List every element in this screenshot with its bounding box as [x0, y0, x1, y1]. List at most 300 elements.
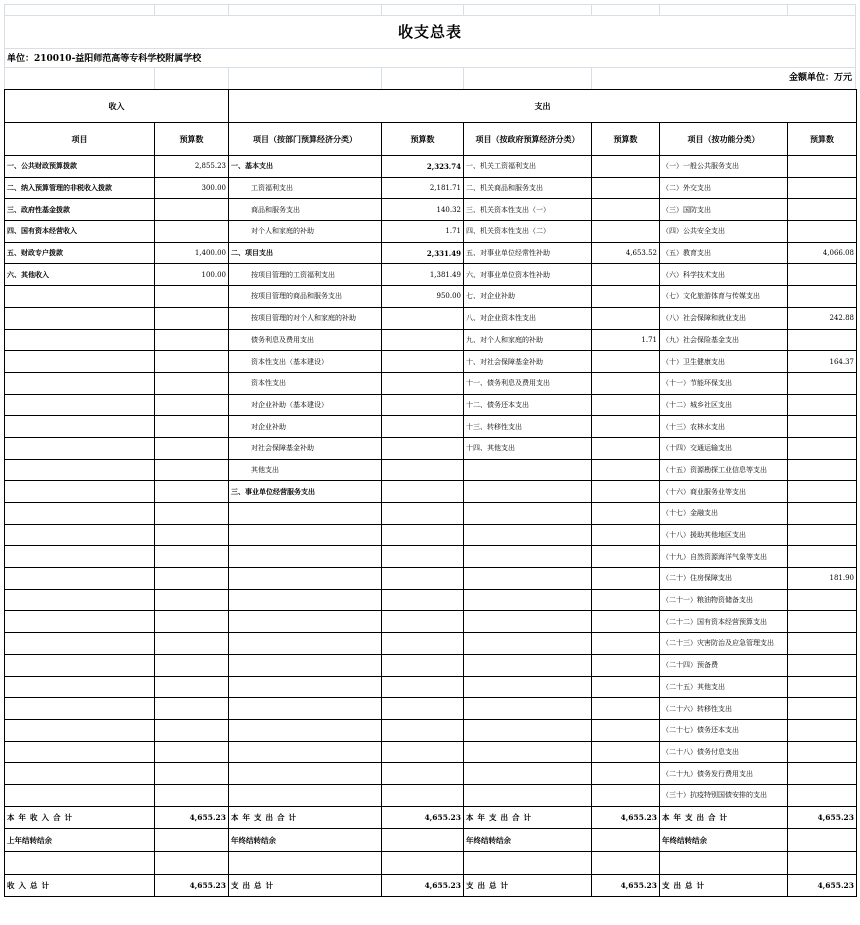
income-value — [155, 524, 229, 546]
func-item: （一）一般公共服务支出 — [660, 156, 788, 178]
func-item: （十六）商业服务业等支出 — [660, 481, 788, 503]
income-item — [5, 654, 155, 676]
end-balance-label: 年终结转结余 — [464, 829, 592, 852]
func-value — [788, 589, 857, 611]
total-row — [5, 874, 857, 897]
gov-item: 八、对企业资本性支出 — [464, 307, 592, 329]
func-value — [788, 611, 857, 633]
func-budget-header: 预算数 — [788, 123, 857, 156]
dept-value — [382, 546, 464, 568]
income-item — [5, 459, 155, 481]
total-row — [5, 806, 857, 829]
func-value — [788, 698, 857, 720]
table-row — [5, 698, 857, 720]
gov-item: 三、机关资本性支出（一） — [464, 199, 592, 221]
table-row — [5, 329, 857, 351]
income-value — [155, 394, 229, 416]
income-item — [5, 698, 155, 720]
gov-value — [592, 568, 660, 590]
income-value — [155, 676, 229, 698]
income-value: 300.00 — [155, 177, 229, 199]
func-item: （八）社会保障和就业支出 — [660, 307, 788, 329]
table-row — [5, 459, 857, 481]
dept-item: 按项目管理的商品和服务支出 — [229, 286, 382, 308]
income-item — [5, 719, 155, 741]
table-row — [5, 719, 857, 741]
blank — [592, 852, 660, 875]
func-value — [788, 763, 857, 785]
dept-value: 2,181.71 — [382, 177, 464, 199]
gov-item: 六、对事业单位资本性补助 — [464, 264, 592, 286]
gov-value — [592, 676, 660, 698]
gov-value — [592, 199, 660, 221]
year-income-label: 本年收入合计 — [5, 806, 155, 829]
income-value — [155, 719, 229, 741]
dept-value — [382, 351, 464, 373]
table-row — [5, 546, 857, 568]
func-item: （四）公共安全支出 — [660, 221, 788, 243]
expense-total-label: 支出总计 — [464, 874, 592, 897]
year-expense-label: 本年支出合计 — [229, 806, 382, 829]
func-value — [788, 286, 857, 308]
func-value — [788, 221, 857, 243]
gov-value — [592, 611, 660, 633]
income-value: 100.00 — [155, 264, 229, 286]
table-row — [5, 611, 857, 633]
dept-item — [229, 503, 382, 525]
end-balance-label: 年终结转结余 — [229, 829, 382, 852]
gov-item — [464, 676, 592, 698]
dept-value — [382, 676, 464, 698]
header-row-2 — [5, 123, 857, 156]
dept-value — [382, 437, 464, 459]
dept-item — [229, 611, 382, 633]
income-budget-header: 预算数 — [155, 123, 229, 156]
dept-item — [229, 568, 382, 590]
func-value — [788, 784, 857, 806]
income-item: 一、公共财政预算拨款 — [5, 156, 155, 178]
income-value — [155, 329, 229, 351]
dept-item: 二、项目支出 — [229, 242, 382, 264]
currency-row — [4, 68, 856, 89]
func-item: （十五）资源勘探工业信息等支出 — [660, 459, 788, 481]
income-value — [155, 503, 229, 525]
blank — [382, 852, 464, 875]
dept-value — [382, 416, 464, 438]
func-value — [788, 546, 857, 568]
table-row — [5, 372, 857, 394]
gov-value — [592, 654, 660, 676]
dept-item — [229, 524, 382, 546]
income-value — [155, 481, 229, 503]
table-row — [5, 437, 857, 459]
dept-value — [382, 481, 464, 503]
gov-value — [592, 286, 660, 308]
table-row — [5, 351, 857, 373]
gov-value — [592, 481, 660, 503]
gov-item — [464, 698, 592, 720]
top-grid-row — [4, 4, 856, 16]
end-balance-value — [788, 829, 857, 852]
gov-value: 4,653.52 — [592, 242, 660, 264]
dept-value — [382, 611, 464, 633]
dept-value — [382, 524, 464, 546]
gov-item: 十、对社会保障基金补助 — [464, 351, 592, 373]
year-expense-value: 4,655.23 — [382, 806, 464, 829]
year-expense-value: 4,655.23 — [788, 806, 857, 829]
unit-label: 单位：210010-益阳师范高等专科学校附属学校 — [4, 48, 856, 68]
gov-value — [592, 351, 660, 373]
func-value — [788, 416, 857, 438]
dept-value — [382, 394, 464, 416]
gov-value — [592, 307, 660, 329]
func-value — [788, 676, 857, 698]
blank — [5, 852, 155, 875]
income-item — [5, 546, 155, 568]
func-item: （二）外交支出 — [660, 177, 788, 199]
table-row — [5, 242, 857, 264]
gov-item: 七、对企业补助 — [464, 286, 592, 308]
income-item — [5, 524, 155, 546]
func-value — [788, 264, 857, 286]
dept-value — [382, 741, 464, 763]
income-item: 四、国有资本经营收入 — [5, 221, 155, 243]
func-item: （十七）金融支出 — [660, 503, 788, 525]
dept-item: 工资福利支出 — [229, 177, 382, 199]
gov-value — [592, 264, 660, 286]
income-item — [5, 286, 155, 308]
income-value: 1,400.00 — [155, 242, 229, 264]
end-balance-label: 年终结转结余 — [660, 829, 788, 852]
table-row — [5, 416, 857, 438]
table-row — [5, 286, 857, 308]
income-item — [5, 741, 155, 763]
gov-value — [592, 546, 660, 568]
income-item — [5, 481, 155, 503]
blank — [155, 852, 229, 875]
dept-item: 按项目管理的对个人和家庭的补助 — [229, 307, 382, 329]
func-item: （三十）抗疫特别国债安排的支出 — [660, 784, 788, 806]
func-item: （二十七）债务还本支出 — [660, 719, 788, 741]
func-value — [788, 459, 857, 481]
table-row — [5, 481, 857, 503]
dept-item: 对社会保障基金补助 — [229, 437, 382, 459]
income-value — [155, 199, 229, 221]
func-item: （十九）自然资源海洋气象等支出 — [660, 546, 788, 568]
func-value — [788, 199, 857, 221]
expense-total-value: 4,655.23 — [788, 874, 857, 897]
func-value — [788, 654, 857, 676]
dept-item — [229, 676, 382, 698]
dept-item — [229, 741, 382, 763]
table-row — [5, 264, 857, 286]
table-row — [5, 221, 857, 243]
func-value — [788, 741, 857, 763]
dept-item: 按项目管理的工资福利支出 — [229, 264, 382, 286]
gov-item — [464, 459, 592, 481]
income-item — [5, 568, 155, 590]
func-item: （七）文化旅游体育与传媒支出 — [660, 286, 788, 308]
func-value — [788, 719, 857, 741]
income-item — [5, 589, 155, 611]
gov-item: 五、对事业单位经常性补助 — [464, 242, 592, 264]
income-item: 二、纳入预算管理的非税收入拨款 — [5, 177, 155, 199]
gov-item — [464, 719, 592, 741]
dept-item: 三、事业单位经营服务支出 — [229, 481, 382, 503]
gov-item: 十一、债务利息及费用支出 — [464, 372, 592, 394]
expense-total-label: 支出总计 — [229, 874, 382, 897]
gov-value — [592, 437, 660, 459]
gov-item: 二、机关商品和服务支出 — [464, 177, 592, 199]
income-item — [5, 763, 155, 785]
func-item: （十二）城乡社区支出 — [660, 394, 788, 416]
table-row — [5, 633, 857, 655]
blank — [788, 852, 857, 875]
income-value: 2,855.23 — [155, 156, 229, 178]
gov-value — [592, 784, 660, 806]
dept-value: 1.71 — [382, 221, 464, 243]
dept-item — [229, 784, 382, 806]
dept-item: 对企业补助（基本建设） — [229, 394, 382, 416]
table-row — [5, 589, 857, 611]
table-row — [5, 568, 857, 590]
func-value — [788, 394, 857, 416]
dept-value: 140.32 — [382, 199, 464, 221]
gov-item: 十二、债务还本支出 — [464, 394, 592, 416]
end-balance-value — [592, 829, 660, 852]
dept-value — [382, 503, 464, 525]
dept-item — [229, 589, 382, 611]
func-value — [788, 503, 857, 525]
func-item: （二十二）国有资本经营预算支出 — [660, 611, 788, 633]
income-value — [155, 351, 229, 373]
gov-value — [592, 177, 660, 199]
gov-value — [592, 719, 660, 741]
gov-budget-header: 预算数 — [592, 123, 660, 156]
func-item: （九）社会保险基金支出 — [660, 329, 788, 351]
income-item — [5, 394, 155, 416]
gov-item — [464, 633, 592, 655]
func-item: （二十三）灾害防治及应急管理支出 — [660, 633, 788, 655]
year-expense-value: 4,655.23 — [592, 806, 660, 829]
func-item: （十三）农林水支出 — [660, 416, 788, 438]
blank — [660, 852, 788, 875]
income-item — [5, 329, 155, 351]
expense-total-label: 支出总计 — [660, 874, 788, 897]
income-item — [5, 351, 155, 373]
gov-item: 十三、转移性支出 — [464, 416, 592, 438]
gov-item — [464, 654, 592, 676]
dept-value — [382, 763, 464, 785]
func-value — [788, 524, 857, 546]
income-value — [155, 763, 229, 785]
func-item: （十四）交通运输支出 — [660, 437, 788, 459]
income-value — [155, 372, 229, 394]
dept-item: 其他支出 — [229, 459, 382, 481]
income-item — [5, 611, 155, 633]
dept-item: 资本性支出 — [229, 372, 382, 394]
currency-unit-label: 金额单位：万元 — [591, 68, 856, 89]
gov-value — [592, 156, 660, 178]
func-value: 242.88 — [788, 307, 857, 329]
gov-item — [464, 503, 592, 525]
income-value — [155, 437, 229, 459]
table-row — [5, 394, 857, 416]
gov-item — [464, 524, 592, 546]
gov-item: 一、机关工资福利支出 — [464, 156, 592, 178]
income-value — [155, 611, 229, 633]
table-row — [5, 503, 857, 525]
income-item — [5, 676, 155, 698]
dept-value: 950.00 — [382, 286, 464, 308]
func-value — [788, 177, 857, 199]
func-value — [788, 481, 857, 503]
func-item-header: 项目（按功能分类） — [660, 123, 788, 156]
budget-table — [4, 89, 857, 897]
func-item: （五）教育支出 — [660, 242, 788, 264]
income-total-value: 4,655.23 — [155, 874, 229, 897]
income-value — [155, 307, 229, 329]
gov-value — [592, 633, 660, 655]
income-value — [155, 286, 229, 308]
func-item: （二十八）债务付息支出 — [660, 741, 788, 763]
income-value — [155, 568, 229, 590]
gov-value — [592, 372, 660, 394]
dept-item-header: 项目（按部门预算经济分类） — [229, 123, 382, 156]
blank — [229, 852, 382, 875]
dept-item: 资本性支出（基本建设） — [229, 351, 382, 373]
income-item — [5, 633, 155, 655]
func-value — [788, 437, 857, 459]
func-item: （十八）援助其他地区支出 — [660, 524, 788, 546]
gov-item — [464, 784, 592, 806]
func-item: （六）科学技术支出 — [660, 264, 788, 286]
end-balance-value — [382, 829, 464, 852]
gov-value — [592, 589, 660, 611]
dept-budget-header: 预算数 — [382, 123, 464, 156]
gov-value — [592, 763, 660, 785]
header-row-1 — [5, 90, 857, 123]
gov-item — [464, 611, 592, 633]
dept-value — [382, 784, 464, 806]
dept-item: 对个人和家庭的补助 — [229, 221, 382, 243]
gov-item — [464, 568, 592, 590]
func-item: （三）国防支出 — [660, 199, 788, 221]
year-expense-label: 本年支出合计 — [464, 806, 592, 829]
income-value — [155, 221, 229, 243]
income-value — [155, 698, 229, 720]
income-value — [155, 654, 229, 676]
gov-value — [592, 416, 660, 438]
func-item: （二十五）其他支出 — [660, 676, 788, 698]
func-item: （二十）住房保障支出 — [660, 568, 788, 590]
gov-item: 十四、其他支出 — [464, 437, 592, 459]
dept-item — [229, 546, 382, 568]
dept-item — [229, 698, 382, 720]
func-item: （二十九）债务发行费用支出 — [660, 763, 788, 785]
dept-value — [382, 589, 464, 611]
func-value — [788, 372, 857, 394]
income-header: 收入 — [5, 90, 229, 123]
table-row — [5, 199, 857, 221]
gov-item: 四、机关资本性支出（二） — [464, 221, 592, 243]
func-value — [788, 633, 857, 655]
dept-value — [382, 719, 464, 741]
income-value — [155, 589, 229, 611]
income-value — [155, 416, 229, 438]
expense-header: 支出 — [229, 90, 857, 123]
blank — [464, 852, 592, 875]
func-item: （十一）节能环保支出 — [660, 372, 788, 394]
dept-item — [229, 719, 382, 741]
table-row — [5, 676, 857, 698]
dept-value — [382, 307, 464, 329]
gov-item — [464, 481, 592, 503]
income-item — [5, 784, 155, 806]
dept-value — [382, 633, 464, 655]
total-row — [5, 829, 857, 852]
gov-value: 1.71 — [592, 329, 660, 351]
table-row — [5, 654, 857, 676]
income-value — [155, 741, 229, 763]
func-value: 4,066.08 — [788, 242, 857, 264]
dept-item — [229, 763, 382, 785]
dept-item: 一、基本支出 — [229, 156, 382, 178]
func-item: （二十四）预备费 — [660, 654, 788, 676]
income-value — [155, 633, 229, 655]
gov-value — [592, 394, 660, 416]
table-row — [5, 784, 857, 806]
gov-item: 九、对个人和家庭的补助 — [464, 329, 592, 351]
func-value — [788, 156, 857, 178]
gov-item-header: 项目（按政府预算经济分类） — [464, 123, 592, 156]
gov-value — [592, 221, 660, 243]
table-row — [5, 156, 857, 178]
table-row — [5, 741, 857, 763]
income-item — [5, 307, 155, 329]
table-row — [5, 763, 857, 785]
page-title: 收支总表 — [4, 16, 856, 48]
income-item — [5, 437, 155, 459]
gov-value — [592, 503, 660, 525]
income-value — [155, 546, 229, 568]
gov-item — [464, 546, 592, 568]
table-row — [5, 307, 857, 329]
table-row — [5, 524, 857, 546]
dept-item: 商品和服务支出 — [229, 199, 382, 221]
expense-total-value: 4,655.23 — [382, 874, 464, 897]
total-row — [5, 852, 857, 875]
gov-item — [464, 589, 592, 611]
func-item: （二十六）转移性支出 — [660, 698, 788, 720]
gov-value — [592, 698, 660, 720]
year-expense-label: 本年支出合计 — [660, 806, 788, 829]
income-item: 三、政府性基金拨款 — [5, 199, 155, 221]
dept-value — [382, 654, 464, 676]
func-item: （十）卫生健康支出 — [660, 351, 788, 373]
dept-value: 1,381.49 — [382, 264, 464, 286]
func-value: 164.37 — [788, 351, 857, 373]
dept-value — [382, 459, 464, 481]
income-item: 六、其他收入 — [5, 264, 155, 286]
gov-item — [464, 763, 592, 785]
dept-value — [382, 372, 464, 394]
func-item: （二十一）粮油物资储备支出 — [660, 589, 788, 611]
income-item — [5, 416, 155, 438]
gov-value — [592, 459, 660, 481]
dept-value: 2,331.49 — [382, 242, 464, 264]
dept-item — [229, 633, 382, 655]
